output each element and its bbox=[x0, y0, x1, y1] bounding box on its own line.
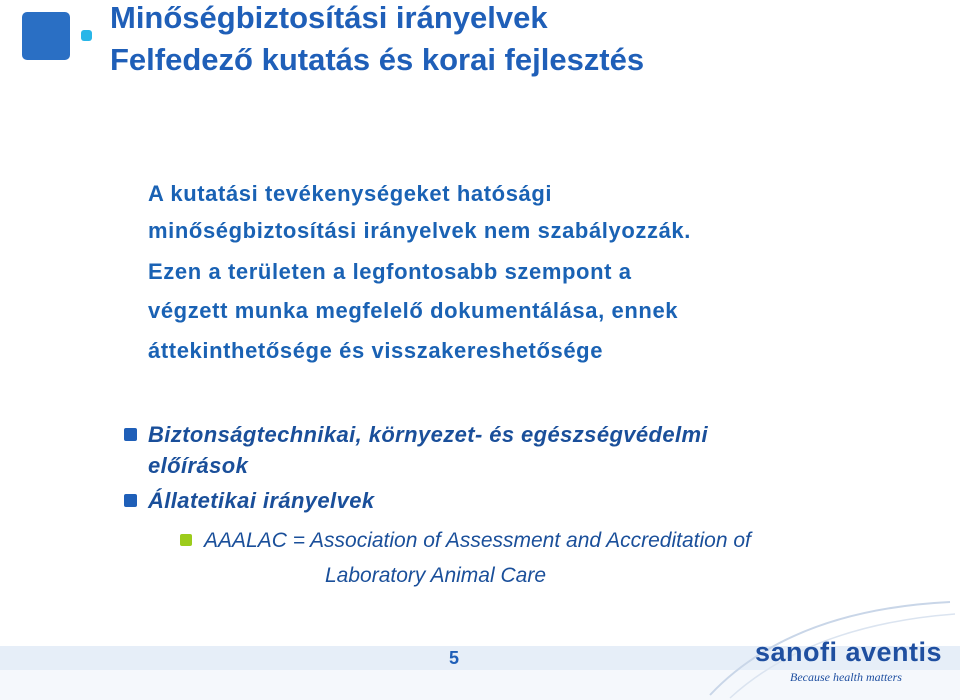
corner-logo-square bbox=[22, 12, 70, 60]
paragraph-line: A kutatási tevékenységeket hatósági bbox=[148, 181, 553, 206]
slide-title: Minőségbiztosítási irányelvek bbox=[110, 0, 548, 35]
slide-subtitle: Felfedező kutatás és korai fejlesztés bbox=[110, 42, 645, 77]
bullet-animal-ethics: Állatetikai irányelvek bbox=[148, 488, 375, 513]
bullet-safety-regulations-cont: előírások bbox=[148, 453, 249, 478]
corner-logo-accent bbox=[81, 30, 92, 41]
bullet-square-icon bbox=[124, 428, 137, 441]
paragraph-line: Ezen a területen a legfontosabb szempont a bbox=[148, 259, 632, 284]
bullet-safety-regulations: Biztonságtechnikai, környezet- és egészségvédelmi bbox=[148, 422, 709, 447]
brand-logo: sanofi aventis bbox=[755, 637, 943, 667]
paragraph-line: végzett munka megfelelő dokumentálása, ennek bbox=[148, 298, 679, 323]
sub-bullet-square-icon bbox=[180, 534, 192, 546]
brand-tagline: Because health matters bbox=[790, 670, 902, 684]
sub-bullet-aaalac: AAALAC = Association of Assessment and Accreditation of bbox=[204, 529, 751, 552]
sub-bullet-aaalac-cont: Laboratory Animal Care bbox=[325, 564, 546, 587]
page-number: 5 bbox=[449, 648, 460, 668]
paragraph-line: áttekinthetősége és visszakereshetősége bbox=[148, 338, 604, 363]
bullet-square-icon bbox=[124, 494, 137, 507]
paragraph-line: minőségbiztosítási irányelvek nem szabályozzák. bbox=[148, 218, 691, 243]
